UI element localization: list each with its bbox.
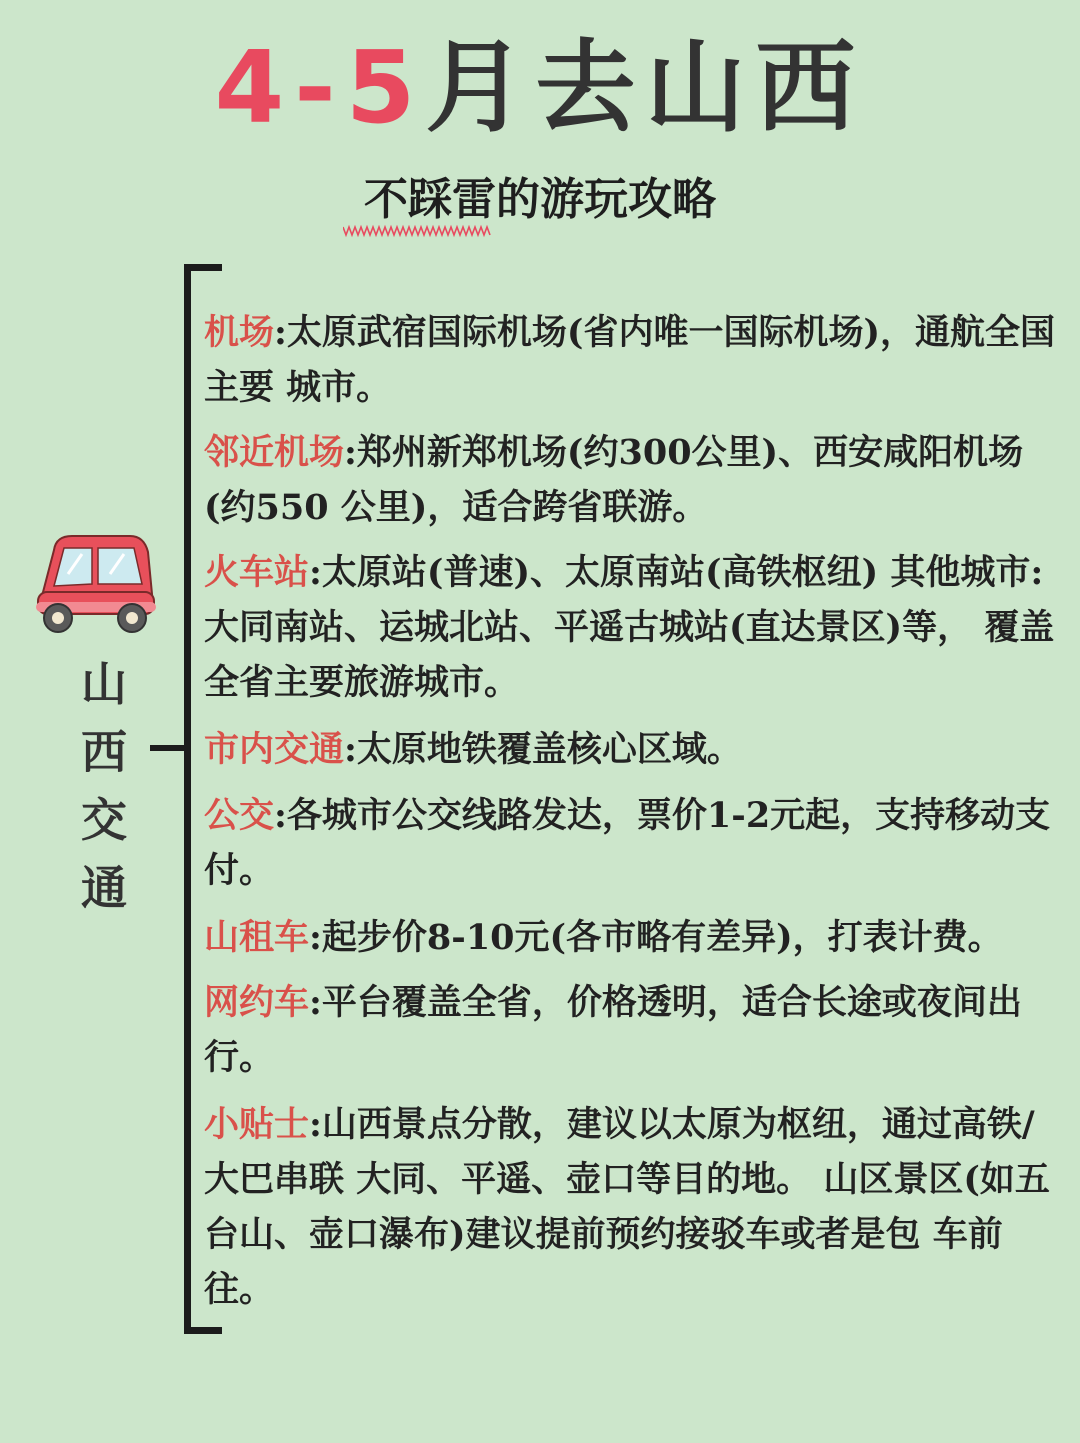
item-text: :平台覆盖全省，价格透明，适合长途或夜间出行。: [204, 982, 1022, 1078]
item-key: 邻近机场: [204, 432, 345, 473]
bracket-tick: [150, 745, 186, 751]
item-key: 火车站: [204, 552, 310, 593]
item-key: 网约车: [204, 982, 310, 1023]
item-key: 机场: [204, 312, 275, 353]
side-label: 山 西 交 通: [81, 657, 127, 915]
item-ride-hailing: [204, 975, 1064, 1085]
item-text: :郑州新郑机场(约300公里)、西安咸阳机场(约550 公里)，适合跨省联游。: [204, 432, 1024, 528]
item-key: 市内交通: [204, 729, 345, 770]
page-subtitle: 不踩雷的游玩攻略: [364, 174, 716, 225]
page-title: [0, 28, 1080, 148]
item-text: :太原地铁覆盖核心区域。: [344, 729, 742, 770]
item-text: :起步价8-10元(各市略有差异)，打表计费。: [309, 917, 1003, 958]
item-tips: [204, 1097, 1064, 1317]
wavy-underline: [343, 224, 491, 238]
item-key: 公交: [204, 795, 275, 836]
item-city-transit: [204, 722, 1064, 777]
item-nearby-airport: [204, 425, 1064, 535]
item-text: :山西景点分散，建议以太原为枢纽，通过高铁/大巴串联 大同、平遥、壶口等目的地。 山区景区(如五台山、壶口瀑布)建议提前预约接驳车或者是包 车前往。: [204, 1104, 1050, 1310]
title-rest: 月去山西: [425, 29, 866, 146]
item-taxi: [204, 910, 1064, 965]
item-text: :各城市公交线路发达，票价1-2元起，支持移动支付。: [204, 795, 1051, 891]
item-train-station: [204, 545, 1064, 710]
item-key: 山租车: [204, 917, 310, 958]
title-highlight: 4-5: [214, 29, 426, 146]
item-airport: [204, 305, 1064, 415]
car-icon: [34, 530, 158, 638]
item-key: 小贴士: [204, 1104, 310, 1145]
item-text: :太原站(普速)、太原南站(高铁枢纽) 其他城市:大同南站、运城北站、平遥古城站(直达景区)等， 覆盖全省主要旅游城市。: [204, 552, 1055, 703]
item-text: :太原武宿国际机场(省内唯一国际机场)，通航全国主要 城市。: [204, 312, 1056, 408]
item-bus: [204, 788, 1064, 898]
